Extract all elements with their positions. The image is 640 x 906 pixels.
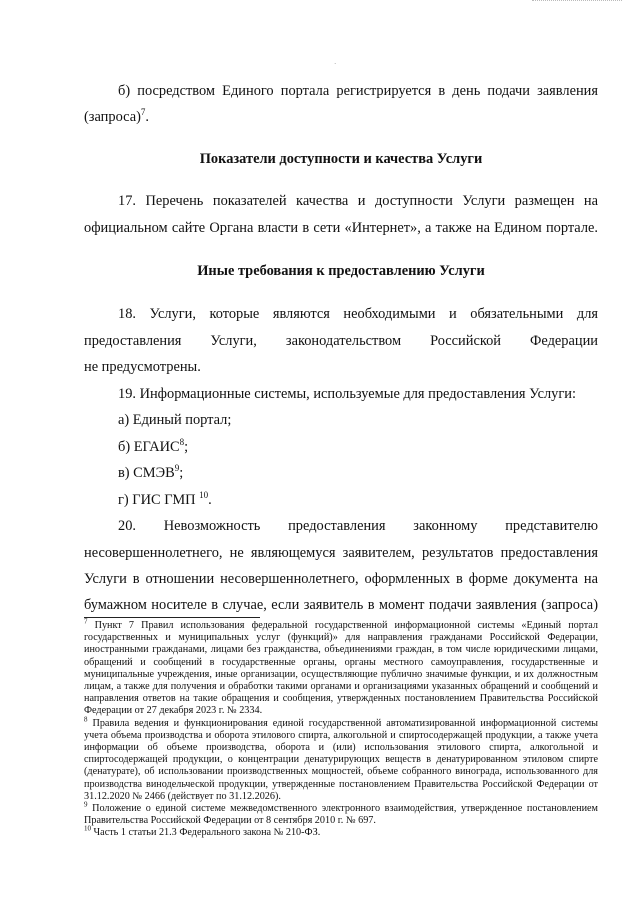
paragraph-18-line3: не предусмотрены. [84,359,201,375]
scan-speck: · [334,60,337,68]
footnote-ref-8[interactable]: 8 [179,437,185,448]
footnote-divider [84,617,260,618]
paragraph-17-line2: официальном сайте Органа власти в сети «Интернет», а также на Едином портале. [84,220,598,236]
paragraph-18-line1: 18. Услуги, которые являются необходимыми и обязательными для [118,306,598,322]
scan-edge-mark [532,0,622,4]
list-item-a: а) Единый портал; [118,412,232,428]
paragraph-18-line2: предоставления Услуги, законодательством Российской Федерации [84,333,598,349]
list-item-g: г) ГИС ГМП $^{10}$. [118,490,212,508]
footnote-ref-9[interactable]: 9 [174,463,180,474]
paragraph-20-line3: Услуги в отношении несовершеннолетнего, оформленных в форме документа на [84,571,598,587]
footnotes [84,617,598,840]
paragraph-20-line4: бумажном носителе в случае, если заявитель в момент подачи заявления (запроса) [84,597,598,613]
list-item-b: б) ЕГАИС$^8$; [118,437,189,455]
paragraph-b-line1: б) посредством Единого портала регистрируется в день подачи заявления [118,83,598,99]
list-item-v: в) СМЭВ$^9$; [118,463,184,481]
paragraph-17-line1: 17. Перечень показателей качества и доступности Услуги размещен на [118,193,598,209]
footnote-ref-7[interactable]: 7 [140,107,146,118]
paragraph-20-line2: несовершеннолетнего, не являющемуся заявителем, результатов предоставления [84,545,598,561]
footnote-8: $^8$ Правила ведения и функционирования единой государственной автоматизированной информационной системы учета объема производства и оборота этилового спирта, алкогольной и спиртосодержащей продукции, а также учета информации об объеме производства, оборота и (или) использования этилового спирта, алкогольной и спиртосодержащей продукции, о концентрации денатурирующих веществ в денатурированном этиловом спирте (денатурате), об использовании производственных мощностей, объеме собранного винограда, использованного для производства винодельческой продукции, утвержденные постановлением Правительства Российской Федерации от 31.12.2020 № 2466 (действует по 31.12.2026). [84,715,598,802]
paragraph-20-line1: 20. Невозможность предоставления законному представителю [118,518,598,534]
footnote-ref-10[interactable]: 10 [199,490,209,501]
footnote-10: $^{10}$ Часть 1 статьи 21.3 Федерального закона № 210-ФЗ. [84,825,321,839]
paragraph-b-line2: (запроса)$^7$. [84,107,149,125]
section-heading-other-requirements: Иные требования к предоставлению Услуги [197,263,485,279]
footnote-9: $^9$ Положение о единой системе межведомственного электронного взаимодействия, утвержденное постановлением Правительства Российской Федерации от 8 сентября 2010 г. № 697. [84,800,598,827]
section-heading-quality: Показатели доступности и качества Услуги [199,151,483,167]
paragraph-19: 19. Информационные системы, используемые для предоставления Услуги: [118,386,576,402]
footnote-7: $^7$ Пункт 7 Правил использования федеральной государственной информационной системы «Единый портал государственных и муниципальных услуг (функций)» для направления гражданами Российской Федерации, иностранными гражданами, лицами без гражданства, объединениями граждан, в том числе юридическими лицами, обращений и сообщений в государственные органы, органы местного самоуправления, государственные и муниципальные учреждения, иные организации, осуществляющие публично значимые функции, и их должностным лицам, а также для получения и обработки такими органами и организациями указанных обращений и сообщений и направления ответов на такие обращения и сообщения, утвержденных постановлением Правительства Российской Федерации от 27 декабря 2023 г. № 2334. [84,617,598,717]
